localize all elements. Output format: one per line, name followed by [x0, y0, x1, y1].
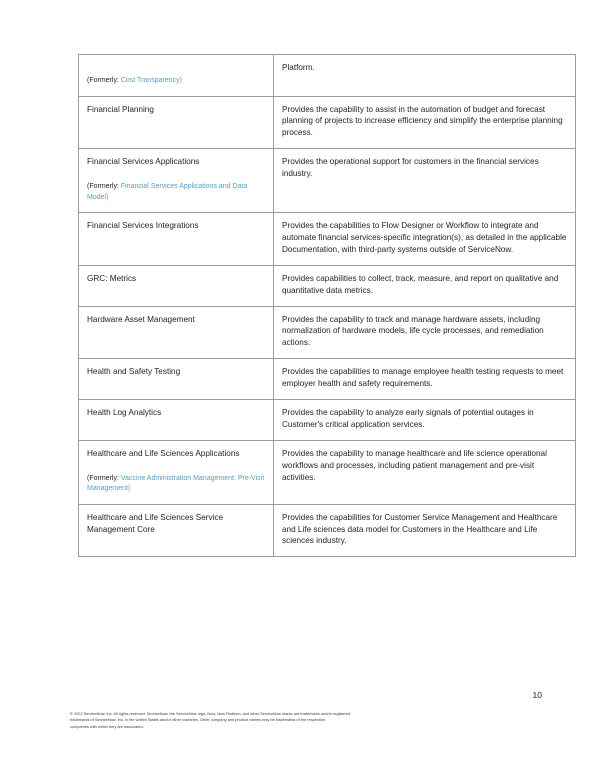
service-description-cell: [274, 504, 576, 557]
table-row: [79, 359, 576, 400]
service-name-cell: [79, 399, 274, 440]
service-name: Financial Services Integrations: [87, 221, 199, 231]
footer-line: © 2022 ServiceNow, Inc. All rights reserved. ServiceNow, the ServiceNow logo, Now, Now Platform, and other ServiceNow marks are trademarks and/or registered: [70, 711, 351, 716]
service-description-cell: [274, 149, 576, 213]
service-name: GRC: Metrics: [87, 273, 137, 283]
table-row: [79, 96, 576, 149]
service-name: Hardware Asset Management: [87, 314, 195, 324]
service-description-cell: [274, 359, 576, 400]
service-name: Health Log Analytics: [87, 407, 162, 417]
formerly-label: (Formerly:: [87, 474, 121, 482]
table-row: [79, 55, 576, 97]
service-name: Healthcare and Life Sciences Applications: [87, 448, 240, 458]
formerly-note: [87, 76, 265, 87]
service-description: Provides the capabilities to Flow Designer or Workflow to integrate and automate financial services-specific integration(s), as detailed in the applicable Documentation, with third-party systems outside of ServiceNow.: [282, 221, 567, 254]
formerly-label: (Formerly:: [87, 183, 121, 191]
service-description: Provides capabilities to collect, track, measure, and report on qualitative and quantitative data metrics.: [282, 273, 559, 295]
footer-legal-text: [70, 711, 540, 730]
service-description: Platform.: [282, 63, 315, 72]
service-name-cell: [79, 149, 274, 213]
service-name: Financial Services Applications: [87, 157, 200, 167]
service-name-cell: [79, 306, 274, 359]
service-description: Provides the capability to manage healthcare and life science operational workflows and processes, including patient management and pre-visit activities.: [282, 448, 547, 482]
service-description: Provides the capability to assist in the automation of budget and forecast planning of projects to increase efficiency and simplify the enterprise planning process.: [282, 104, 563, 138]
service-description: Provides the capability to analyze early signals of potential outages in Customer's critical application services.: [282, 407, 534, 429]
service-name: Health and Safety Testing: [87, 367, 181, 377]
service-name-cell: [79, 265, 274, 306]
service-description: Provides the capability to track and manage hardware assets, including normalization of hardware models, life cycle processes, and remediation actions.: [282, 314, 544, 348]
service-name: Healthcare and Life Sciences Service Management Core: [87, 512, 224, 534]
formerly-label: (Formerly:: [87, 77, 121, 84]
service-name-cell: [79, 55, 274, 97]
service-description-cell: [274, 265, 576, 306]
formerly-value: Financial Services Applications and Data Model): [87, 183, 248, 201]
service-definitions-table: [78, 54, 576, 557]
formerly-note: [87, 182, 265, 203]
table-row: [79, 213, 576, 266]
service-description-cell: [274, 440, 576, 504]
service-description-cell: [274, 213, 576, 266]
service-name-cell: [79, 213, 274, 266]
footer-line: companies with which they are associated.: [70, 723, 144, 729]
footer-line: trademarks of ServiceNow, Inc. in the United States and/or other countries. Other company and product names may be trademarks of the respective: [70, 717, 325, 723]
service-name: Financial Planning: [87, 104, 154, 114]
service-description: Provides the capabilities to manage employee health testing requests to meet employer health and safety requirements.: [282, 367, 564, 389]
service-description-cell: [274, 96, 576, 149]
table-row: [79, 265, 576, 306]
service-description-cell: [274, 399, 576, 440]
service-name-cell: [79, 359, 274, 400]
table-row: [79, 399, 576, 440]
formerly-value: Vaccine Administration Management: Pre-Visit Management): [87, 474, 265, 493]
table-row: [79, 149, 576, 213]
service-description-cell: [274, 55, 576, 97]
service-name-cell: [79, 96, 274, 149]
formerly-note: [87, 474, 265, 495]
service-name-cell: [79, 440, 274, 504]
table-row: [79, 306, 576, 359]
service-description: Provides the capabilities for Customer Service Management and Healthcare and Life sciences data model for Customers in the Healthcare and Life sciences industry.: [282, 512, 558, 546]
service-description: Provides the operational support for customers in the financial services industry.: [282, 157, 539, 179]
page-number: 10: [532, 690, 542, 700]
service-name-cell: [79, 504, 274, 557]
service-description-cell: [274, 306, 576, 359]
table-body: [79, 55, 576, 557]
formerly-value: Cost Transparency): [120, 77, 182, 84]
table-row: [79, 440, 576, 504]
table-row: [79, 504, 576, 557]
